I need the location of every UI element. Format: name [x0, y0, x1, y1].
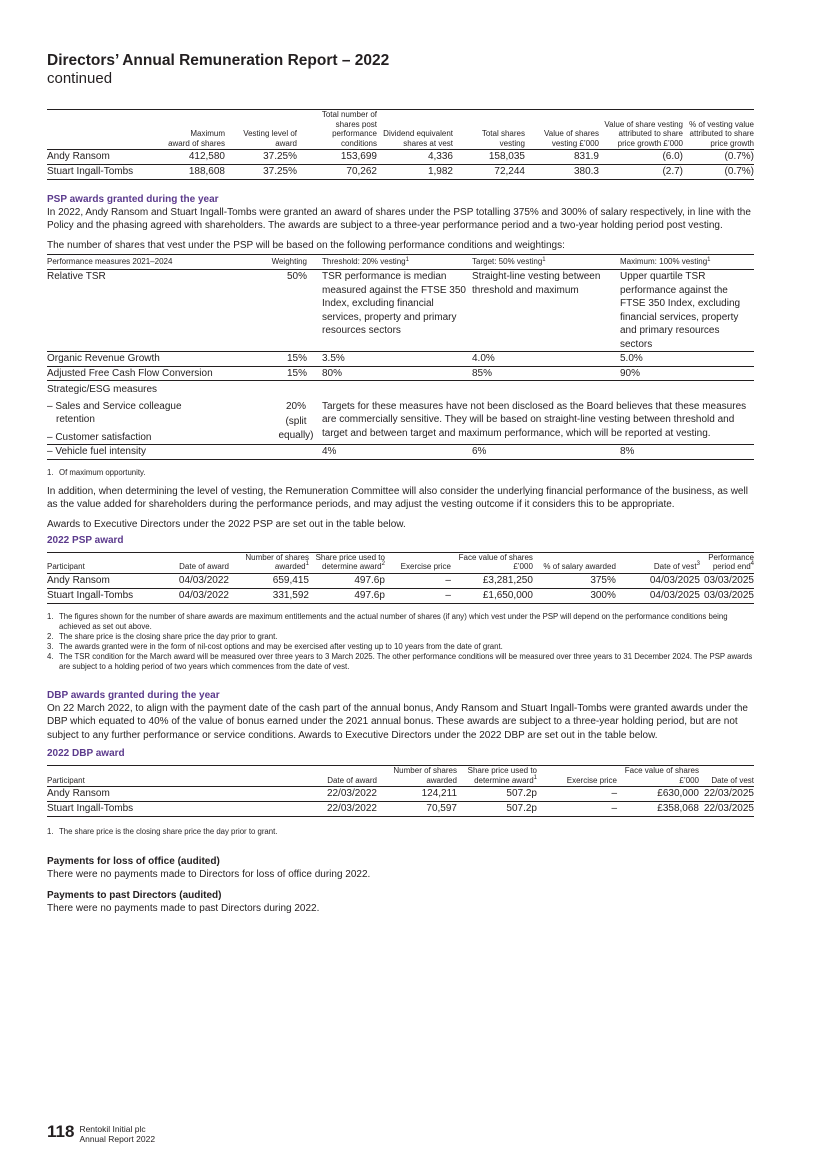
dbp-header-5: Face value of shares £’000 — [624, 766, 699, 785]
dbp-award-table — [47, 765, 754, 817]
vest-header-1: Maximum award of shares — [168, 129, 225, 148]
vest-header-7: Value of share vesting attributed to share price growth £’000 — [604, 119, 683, 148]
psp-cell: 04/03/2025 — [616, 573, 700, 588]
perf-measure: Adjusted Free Cash Flow Conversion — [47, 366, 237, 381]
perf-weight-split: (split equally) — [278, 416, 314, 441]
psp-header-0: Participant — [47, 562, 85, 572]
vest-header-3: Total number of shares post performance conditions — [321, 110, 377, 148]
table-row — [47, 150, 754, 165]
psp-header-4: Exercise price — [400, 562, 451, 572]
vest-header-8: % of vesting value attributed to share price growth — [689, 119, 754, 148]
psp-cell: £3,281,250 — [451, 573, 533, 588]
psp-cell: 375% — [533, 573, 616, 588]
psp-cell: 497.6p — [309, 588, 385, 603]
perf-measure: Strategic/ESG measures — [47, 384, 158, 396]
psp-award-table — [47, 552, 754, 604]
dbp-cell: 22/03/2025 — [699, 802, 754, 817]
psp-cell: £1,650,000 — [451, 588, 533, 603]
vest-cell: Andy Ransom — [47, 150, 163, 165]
vest-cell: Stuart Ingall-Tombs — [47, 165, 163, 180]
vest-cell: (2.7) — [599, 165, 683, 180]
dbp-footnote: 1. The share price is the closing share price the day prior to grant. — [47, 827, 278, 837]
psp-header-1: Date of award — [179, 562, 229, 572]
perf-threshold: 80% — [322, 366, 472, 381]
page-title: Directors’ Annual Remuneration Report – 2022 — [47, 52, 390, 69]
perf-weight: 20% — [285, 400, 306, 412]
vest-cell: 1,982 — [377, 165, 453, 180]
psp-cell: 300% — [533, 588, 616, 603]
perf-esg-submeasures — [47, 397, 237, 445]
psp-heading: PSP awards granted during the year — [47, 194, 219, 205]
dbp-award-heading: 2022 DBP award — [47, 748, 125, 760]
dbp-cell: £630,000 — [617, 787, 699, 802]
page-number: 118 — [47, 1122, 75, 1141]
page-subtitle: continued — [47, 70, 113, 87]
perf-header-threshold: Threshold: 20% vesting$^1$ — [322, 255, 472, 270]
dbp-heading: DBP awards granted during the year — [47, 689, 220, 701]
loss-of-office-heading: Payments for loss of office (audited) — [47, 856, 220, 868]
vest-header-5: Total shares vesting — [481, 129, 525, 148]
vest-header-4: Dividend equivalent shares at vest — [383, 129, 453, 148]
dbp-cell: 22/03/2022 — [263, 787, 377, 802]
perf-target: 6% — [472, 445, 620, 460]
page-footer — [47, 1122, 155, 1144]
vest-cell: 72,244 — [453, 165, 525, 180]
table-row — [47, 165, 754, 180]
perf-measure: Relative TSR — [47, 270, 237, 352]
perf-header-target: Target: 50% vesting$^1$ — [472, 255, 620, 270]
perf-weight: 50% — [237, 270, 322, 352]
perf-threshold: 4% — [322, 445, 472, 460]
dbp-cell: 507.2p — [457, 787, 537, 802]
perf-target: 85% — [472, 366, 620, 381]
dbp-cell: – — [537, 802, 617, 817]
past-directors-text: There were no payments made to past Directors during 2022. — [47, 902, 320, 914]
psp-cell: 497.6p — [309, 573, 385, 588]
table-row — [47, 445, 754, 460]
psp-cell: 04/03/2025 — [616, 588, 700, 603]
psp-cell: 04/03/2022 — [163, 588, 229, 603]
dbp-header-3: Share price used to determine award$^1$ — [467, 766, 537, 785]
vest-cell: (6.0) — [599, 150, 683, 165]
past-directors-heading: Payments to past Directors (audited) — [47, 889, 222, 901]
psp-award-heading: 2022 PSP award — [47, 534, 124, 546]
perf-esg-note: Targets for these measures have not been disclosed as the Board believes that these measures are commercially sensitive. They will be based on straight-line vesting between threshold and target and between target and maximum performance, which will be reported at vesting. — [322, 397, 754, 445]
vesting-discretion-paragraph: In addition, when determining the level of vesting, the Remuneration Committee will also consider the underlying financial performance of the business, as well as the value added for shareholders during the performance periods, and may adjust the vesting outcome if it considers this to be appropriate. — [47, 485, 748, 511]
vest-cell: 188,608 — [163, 165, 225, 180]
perf-weight: 15% — [237, 352, 322, 367]
dbp-cell: 507.2p — [457, 802, 537, 817]
vest-cell: 4,336 — [377, 150, 453, 165]
psp-cell: – — [385, 588, 451, 603]
vesting-table — [47, 109, 754, 180]
psp-header-8: Performance period end$^4$ — [708, 552, 754, 572]
loss-of-office-text: There were no payments made to Directors for loss of office during 2022. — [47, 869, 371, 881]
table-row — [47, 787, 754, 802]
perf-target: 4.0% — [472, 352, 620, 367]
psp-cell: 331,592 — [229, 588, 309, 603]
table-row — [47, 802, 754, 817]
perf-maximum: 8% — [620, 445, 754, 460]
dbp-cell: £358,068 — [617, 802, 699, 817]
company-name: Rentokil Initial plc — [79, 1124, 146, 1134]
vest-cell: 158,035 — [453, 150, 525, 165]
report-name: Annual Report 2022 — [79, 1134, 156, 1144]
vest-header-6: Value of shares vesting £’000 — [544, 129, 599, 148]
psp-header-6: % of salary awarded — [543, 562, 616, 572]
psp-cell: 04/03/2022 — [163, 573, 229, 588]
vest-cell: 70,262 — [297, 165, 377, 180]
table-row — [47, 588, 754, 603]
perf-footnote: 1. Of maximum opportunity. — [47, 467, 146, 477]
dbp-cell: Stuart Ingall-Tombs — [47, 802, 263, 817]
perf-maximum: Upper quartile TSR performance against the FTSE 350 Index, excluding financial services, property and primary resources sectors — [620, 270, 754, 352]
psp-cell: Stuart Ingall-Tombs — [47, 588, 163, 603]
table-row — [47, 397, 754, 445]
vest-cell: 831.9 — [525, 150, 599, 165]
dbp-header-2: Number of shares awarded — [393, 766, 457, 785]
perf-target: Straight-line vesting between threshold and maximum — [472, 270, 620, 352]
psp-paragraph: In 2022, Andy Ransom and Stuart Ingall-Tombs were granted an award of shares under the PSP totalling 375% and 300% of salary respectively, in line with the Policy and the phasing agreed with shareholders. The awards are subject to a three-year performance period and a two-year holding period post vesting. — [47, 207, 751, 232]
dbp-cell: Andy Ransom — [47, 787, 263, 802]
psp-header-5: Face value of shares £’000 — [458, 552, 533, 572]
vest-cell: 37.25% — [225, 150, 297, 165]
perf-measure: – Vehicle fuel intensity — [47, 445, 237, 460]
table-row — [47, 381, 754, 397]
dbp-cell: 124,211 — [377, 787, 457, 802]
perf-header-measure: Performance measures 2021–2024 — [47, 255, 237, 270]
performance-table — [47, 254, 754, 460]
vest-cell: (0.7%) — [683, 165, 754, 180]
psp-cell: 03/03/2025 — [700, 573, 754, 588]
psp-cell: – — [385, 573, 451, 588]
dbp-cell: 22/03/2025 — [699, 787, 754, 802]
page-content — [47, 52, 754, 921]
psp-conditions-intro: The number of shares that vest under the PSP will be based on the following performance conditions and weightings: — [47, 239, 565, 251]
dbp-header-6: Date of vest — [711, 775, 754, 785]
table-row — [47, 270, 754, 352]
dbp-header-0: Participant — [47, 775, 85, 785]
psp-header-7: Date of vest$^3$ — [653, 561, 700, 572]
perf-measure-sales: – Sales and Service colleague retention — [47, 400, 182, 426]
psp-header-2: Number of shares awarded$^1$ — [245, 552, 309, 572]
dbp-paragraph: On 22 March 2022, to align with the payment date of the cash part of the annual bonus, Andy Ransom and Stuart Ingall-Tombs were granted awards under the DBP which equated to 40% of the value of bonus earned under the 2021 annual bonus. These awards are subject to a three-year holding period, but are not subject to any further performance or service conditions. Awards to Executive Directors under the 2022 DBP are set out in the table below. — [47, 702, 748, 741]
dbp-cell: 70,597 — [377, 802, 457, 817]
vest-cell: (0.7%) — [683, 150, 754, 165]
perf-esg-weight — [237, 397, 322, 445]
vest-cell: 37.25% — [225, 165, 297, 180]
dbp-cell: – — [537, 787, 617, 802]
perf-maximum: 5.0% — [620, 352, 754, 367]
perf-threshold: 3.5% — [322, 352, 472, 367]
perf-header-maximum: Maximum: 100% vesting$^1$ — [620, 255, 754, 270]
perf-header-weight: Weighting — [237, 255, 322, 270]
psp-award-intro: Awards to Executive Directors under the 2022 PSP are set out in the table below. — [47, 518, 406, 530]
perf-measure: Organic Revenue Growth — [47, 352, 237, 367]
dbp-header-1: Date of award — [327, 775, 377, 785]
psp-footnotes: 1. The figures shown for the number of share awards are maximum entitlements and the actual number of shares (if any) which vest under the PSP will depend on the performance conditions being achieved as set out above. 2. The share price is the closing share price the day prior to grant. 3. The awards granted were in the form of nil-cost options and may be exercised after vesting up to 10 years from the date of grant. 4. The TSR condition for the March award will be measured over three years to 3 March 2025. The other performance conditions will be measured over three years to 31 December 2024. The PSP awards are subject to a holding period of two years which commences from the date of vest. — [47, 611, 753, 671]
vest-cell: 153,699 — [297, 150, 377, 165]
perf-measure-customer: – Customer satisfaction — [47, 431, 152, 443]
perf-weight: 15% — [237, 366, 322, 381]
psp-cell: Andy Ransom — [47, 573, 163, 588]
psp-header-3: Share price used to determine award$^2$ — [315, 552, 385, 572]
psp-cell: 03/03/2025 — [700, 588, 754, 603]
table-row — [47, 366, 754, 381]
vest-cell: 380.3 — [525, 165, 599, 180]
perf-threshold: TSR performance is median measured against the FTSE 350 Index, excluding financial services, property and primary resources sectors — [322, 270, 472, 352]
psp-cell: 659,415 — [229, 573, 309, 588]
table-row — [47, 573, 754, 588]
table-row — [47, 352, 754, 367]
publication-info — [79, 1122, 155, 1144]
vest-header-2: Vesting level of award — [243, 129, 297, 148]
perf-maximum: 90% — [620, 366, 754, 381]
vest-cell: 412,580 — [163, 150, 225, 165]
dbp-header-4: Exercise price — [566, 775, 617, 785]
vest-header-0 — [47, 110, 163, 150]
dbp-cell: 22/03/2022 — [263, 802, 377, 817]
